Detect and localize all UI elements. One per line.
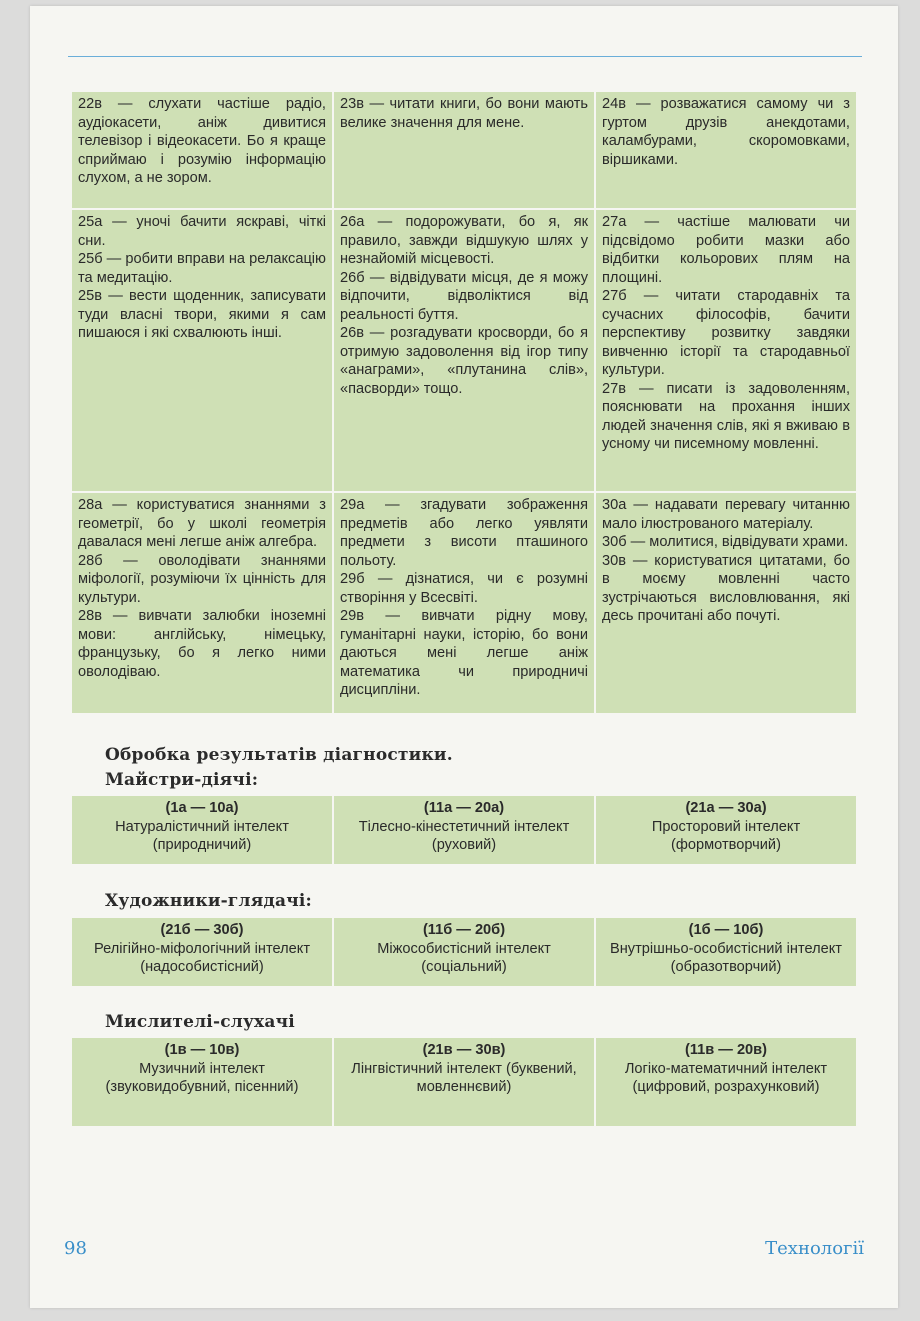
table-cell: 29а — згадувати зображення предметів або легко уявляти предмети з висоти пташиного польоту. 29б — дізнатися, чи є розумні створіння у Всесвіті. 29в — вивчати рідну мову, гуманітарні науки, історію, бо вони даються мені легше аніж математика чи природничі дисципліни. bbox=[333, 492, 595, 714]
result-cell: (11в — 20в) Логіко-математичний інтелект (цифровий, розрахунковий) bbox=[595, 1037, 857, 1127]
top-rule bbox=[68, 56, 862, 57]
table-row bbox=[71, 795, 857, 865]
table-cell: 28а — користуватися знаннями з геометрії, бо у школі геометрія давалася мені легше аніж алгебра. 28б — оволодівати знаннями міфології, розуміючи їх цінність для культури. 28в — вивчати залюбки іноземні мови: англійську, німецьку, французьку, бо я легко ними оволодіваю. bbox=[71, 492, 333, 714]
results-table-thinkers bbox=[70, 1036, 858, 1128]
table-row bbox=[71, 209, 857, 492]
result-cell: (11а — 20а) Тілесно-кінестетичний інтелект (руховий) bbox=[333, 795, 595, 865]
result-cell: (1в — 10в) Музичний інтелект (звуковидобувний, пісенний) bbox=[71, 1037, 333, 1127]
subject-label: Технології bbox=[765, 1238, 864, 1259]
table-cell: 30а — надавати перевагу читанню мало ілюстрованого матеріалу. 30б — молитися, відвідувати храми. 30в — користуватися цитатами, бо в моєму мовленні часто зустрічаються висловлювання, які десь прочитані або почуті. bbox=[595, 492, 857, 714]
table-cell: 25а — уночі бачити яскраві, чіткі сни. 25б — робити вправи на релаксацію та медитацію. 25в — вести щоденник, записувати туди власні твори, якими я сам пишаюся і які схвалюють інші. bbox=[71, 209, 333, 492]
result-cell: (21б — 30б) Релігійно-міфологічний інтелект (надособистісний) bbox=[71, 917, 333, 987]
table-row bbox=[71, 492, 857, 714]
table-row bbox=[71, 1037, 857, 1127]
group-title: Мислителі-слухачі bbox=[105, 1012, 295, 1032]
page-number: 98 bbox=[64, 1238, 87, 1259]
table-row bbox=[71, 91, 857, 209]
results-table-artists bbox=[70, 916, 858, 988]
table-cell: 23в — читати книги, бо вони мають велике значення для мене. bbox=[333, 91, 595, 209]
result-cell: (1б — 10б) Внутрішньо-особистісний інтелект (образотворчий) bbox=[595, 917, 857, 987]
table-row bbox=[71, 917, 857, 987]
result-cell: (11б — 20б) Міжособистісний інтелект (соціальний) bbox=[333, 917, 595, 987]
results-heading: Обробка результатів діагностики. bbox=[105, 745, 453, 765]
result-cell: (21а — 30а) Просторовий інтелект (формотворчий) bbox=[595, 795, 857, 865]
table-cell: 24в — розважатися самому чи з гуртом друзів анекдотами, каламбурами, скоромовками, віршиками. bbox=[595, 91, 857, 209]
results-table-masters bbox=[70, 794, 858, 866]
group-title: Майстри-діячі: bbox=[105, 770, 259, 790]
result-cell: (21в — 30в) Лінгвістичний інтелект (буквений, мовленнєвий) bbox=[333, 1037, 595, 1127]
questions-table bbox=[70, 90, 858, 715]
page bbox=[30, 6, 898, 1308]
result-cell: (1а — 10а) Натуралістичний інтелект (природничий) bbox=[71, 795, 333, 865]
group-title: Художники-глядачі: bbox=[105, 891, 312, 911]
table-cell: 26а — подорожувати, бо я, як правило, завжди відшукую шлях у незнайомій місцевості. 26б — відвідувати місця, де я можу відпочити, відволіктися від реальності буття. 26в — розгадувати кросворди, бо я отримую задоволення від ігор типу «анаграми», «плутанина слів», «пасворди» тощо. bbox=[333, 209, 595, 492]
table-cell: 22в — слухати частіше радіо, аудіокасети, аніж дивитися телевізор і відеокасети. Бо я краще сприймаю і розумію інформацію слухом, а не зором. bbox=[71, 91, 333, 209]
table-cell: 27а — частіше малювати чи підсвідомо робити мазки або відбитки кольорових плям на площині. 27б — читати стародавніх та сучасних філософів, бачити перспективу розвитку завдяки вивченню історії та стародавньої культури. 27в — писати із задоволенням, пояснювати на прохання інших людей значення слів, які я вживаю в усному чи писемному мовленні. bbox=[595, 209, 857, 492]
